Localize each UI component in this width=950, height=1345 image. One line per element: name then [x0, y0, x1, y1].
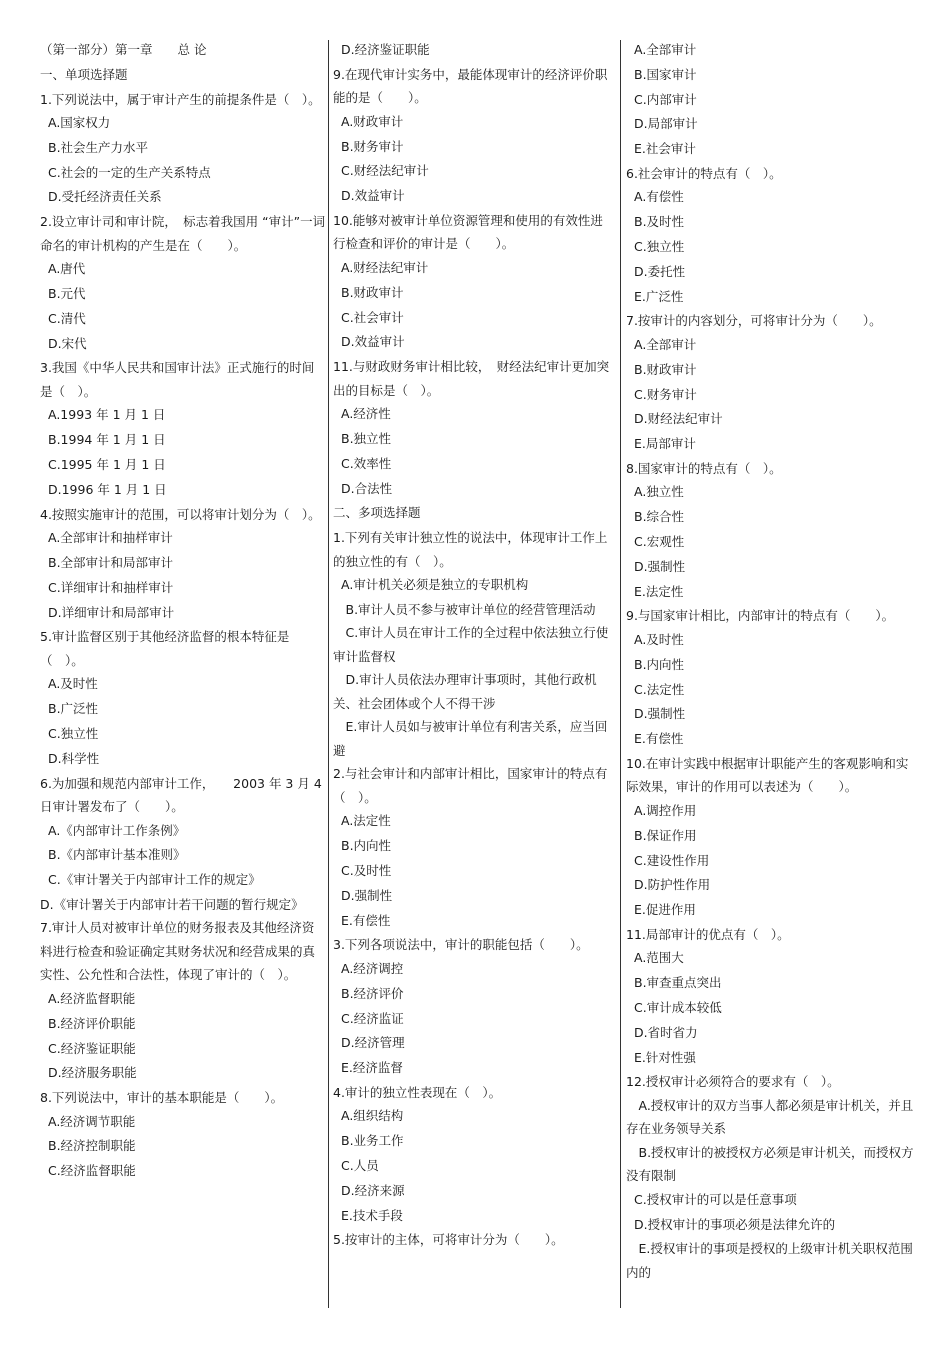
answer-option: C.《审计署关于内部审计工作的规定》: [48, 872, 261, 888]
question-text: 11.与财政财务审计相比较， 财经法纪审计更加突出的目标是（ ）。: [333, 359, 610, 398]
question-text: 10.在审计实践中根据审计职能产生的客观影响和实际效果，审计的作用可以表述为（ ）。: [626, 755, 909, 795]
answer-option: E.有偿性: [341, 912, 391, 928]
question-text: 4.按照实施审计的范围，可以将审计划分为（ ）。: [40, 506, 321, 522]
answer-option: C.授权审计的可以是任意事项: [634, 1191, 797, 1207]
answer-option: D.防护性作用: [634, 877, 711, 893]
answer-option: A.范围大: [634, 950, 684, 966]
answer-option: C.清代: [48, 310, 86, 326]
answer-option: E.社会审计: [634, 141, 696, 157]
question-text: E.授权审计的事项是授权的上级审计机关职权范围内的: [626, 1241, 913, 1280]
section-heading: 二、多项选择题: [333, 505, 421, 521]
question-text: 2.与社会审计和内部审计相比，国家审计的特点有（ ）。: [333, 766, 608, 805]
answer-option: A.财经法纪审计: [341, 259, 429, 275]
answer-option: B.财政审计: [341, 284, 404, 300]
answer-option: A.有偿性: [634, 189, 684, 205]
answer-option: A.唐代: [48, 261, 86, 277]
question-text: 6.为加强和规范内部审计工作， 2003 年 3 月 4 日审计署发布了（ ）。: [40, 775, 322, 815]
question-text: 8.国家审计的特点有（ ）。: [626, 460, 782, 476]
question-text: B.授权审计的被授权方必须是审计机关，而授权方没有限制: [626, 1144, 914, 1184]
answer-option: A.1993 年 1 月 1 日: [48, 407, 166, 423]
answer-option: D.财经法纪审计: [634, 411, 723, 427]
answer-option: A.及时性: [634, 631, 684, 647]
question-text: D.审计人员依法办理审计事项时，其他行政机关、社会团体或个人不得干涉: [333, 672, 597, 711]
question-text: 4.审计的独立性表现在（ ）。: [333, 1084, 502, 1100]
answer-option: B.财政审计: [634, 361, 697, 377]
answer-option: C.详细审计和抽样审计: [48, 579, 174, 595]
answer-option: A.及时性: [48, 676, 98, 692]
answer-option: E.针对性强: [634, 1049, 696, 1065]
question-text: C.审计人员在审计工作的全过程中依法独立行使审计监督权: [333, 625, 609, 664]
answer-option: D.授权审计的事项必须是法律允许的: [634, 1216, 836, 1232]
answer-option: A.全部审计和抽样审计: [48, 530, 173, 546]
answer-option: D.经济服务职能: [48, 1065, 137, 1081]
answer-option: B.财务审计: [341, 138, 404, 154]
answer-option: C.宏观性: [634, 534, 685, 550]
answer-option: E.广泛性: [634, 288, 684, 304]
answer-option: D.科学性: [48, 750, 100, 766]
answer-option: A.经济调节职能: [48, 1113, 136, 1129]
answer-option: C.及时性: [341, 863, 392, 879]
question-text: 7.按审计的内容划分，可将审计分为（ ）。: [626, 313, 882, 329]
answer-option: D.详细审计和局部审计: [48, 604, 175, 620]
question-text: 7.审计人员对被审计单位的财务报表及其他经济资料进行检查和验证确定其财务状况和经营成果的真实性、公允性和合法性，体现了审计的（ ）。: [40, 920, 316, 983]
right-column: [626, 38, 916, 1284]
question-text: 1.下列说法中，属于审计产生的前提条件是（ ）。: [40, 91, 321, 107]
answer-option: B.业务工作: [341, 1133, 404, 1149]
answer-option: A.国家权力: [48, 115, 111, 131]
answer-option: B.独立性: [341, 430, 392, 446]
answer-option: A.经济调控: [341, 960, 404, 976]
answer-option: A.全部审计: [634, 336, 697, 352]
question-text: 2.设立审计司和审计院， 标志着我国用 “审计”一词命名的审计机构的产生是在（ ）。: [40, 214, 326, 253]
answer-option: D.效益审计: [341, 188, 405, 204]
answer-option: B.元代: [48, 286, 86, 302]
answer-option: A.经济监督职能: [48, 990, 136, 1006]
question-text: A.授权审计的双方当事人都必须是审计机关，并且存在业务领导关系: [626, 1097, 914, 1137]
answer-option: B.内向性: [341, 838, 392, 854]
answer-option: D.经济来源: [341, 1182, 405, 1198]
answer-option: C.独立性: [48, 725, 99, 741]
answer-option: C.社会审计: [341, 309, 404, 325]
answer-option: A.全部审计: [634, 42, 697, 57]
question-text: B.审计人员不参与被审计单位的经营管理活动: [333, 601, 596, 617]
answer-option: B.及时性: [634, 214, 685, 230]
answer-option: C.经济监督职能: [48, 1163, 136, 1179]
answer-option: D.强制性: [634, 706, 686, 722]
question-text: 9.与国家审计相比，内部审计的特点有（ ）。: [626, 608, 895, 624]
answer-option: C.独立性: [634, 239, 685, 255]
answer-option: D.效益审计: [341, 334, 405, 350]
question-text: 5.审计监督区别于其他经济监督的根本特征是（ ）。: [40, 629, 290, 668]
answer-option: E.经济监督: [341, 1060, 403, 1076]
answer-option: E.促进作用: [634, 902, 696, 918]
question-text: 3.我国《中华人民共和国审计法》正式施行的时间是（ ）。: [40, 360, 315, 399]
answer-option: D.宋代: [48, 335, 87, 351]
answer-option: D.受托经济责任关系: [48, 189, 162, 205]
answer-option: C.社会的一定的生产关系特点: [48, 164, 211, 180]
answer-option: D.强制性: [341, 887, 393, 903]
question-text: 12.授权审计必须符合的要求有（ ）。: [626, 1074, 840, 1090]
answer-option: B.社会生产力水平: [48, 139, 149, 155]
middle-column: [333, 38, 611, 1252]
answer-option: E.法定性: [634, 583, 684, 599]
answer-option: D.经济鉴证职能: [341, 42, 430, 57]
answer-option: B.全部审计和局部审计: [48, 554, 174, 570]
answer-option: A.独立性: [634, 484, 684, 500]
answer-option: A.调控作用: [634, 802, 697, 818]
answer-option: C.经济监证: [341, 1010, 404, 1026]
answer-option: B.1994 年 1 月 1 日: [48, 432, 166, 448]
answer-option: D.经济管理: [341, 1035, 405, 1051]
answer-option: D.1996 年 1 月 1 日: [48, 481, 167, 497]
left-column: [40, 38, 326, 1184]
question-text: 10.能够对被审计单位资源管理和使用的有效性进行检查和评价的审计是（ ）。: [333, 212, 603, 252]
question-text: 6.社会审计的特点有（ ）。: [626, 165, 782, 181]
answer-option: A.审计机关必须是独立的专职机构: [341, 577, 529, 593]
answer-option: C.财务审计: [634, 386, 697, 402]
answer-option: C.效率性: [341, 455, 392, 471]
answer-option: D.强制性: [634, 558, 686, 574]
column-divider-right: [620, 40, 621, 1308]
chapter-heading: （第一部分）第一章 总 论: [40, 42, 207, 57]
answer-option: A.财政审计: [341, 113, 404, 129]
column-divider-left: [328, 40, 329, 1308]
answer-option: A.《内部审计工作条例》: [48, 822, 186, 838]
answer-option: D.委托性: [634, 263, 686, 279]
answer-option: B.国家审计: [634, 66, 697, 82]
answer-option: A.组织结构: [341, 1108, 404, 1124]
answer-option: D.局部审计: [634, 116, 698, 132]
question-text: 3.下列各项说法中，审计的职能包括（ ）。: [333, 937, 589, 953]
answer-option: B.保证作用: [634, 827, 697, 843]
answer-option: C.审计成本较低: [634, 1000, 722, 1015]
answer-option: B.《内部审计基本准则》: [48, 847, 186, 863]
answer-option: B.经济评价职能: [48, 1015, 136, 1031]
answer-option: D.合法性: [341, 480, 393, 496]
answer-option: E.局部审计: [634, 436, 696, 452]
answer-option: B.审查重点突出: [634, 975, 722, 991]
answer-option: C.建设性作用: [634, 852, 710, 868]
answer-option: B.经济评价: [341, 985, 404, 1001]
answer-option: C.法定性: [634, 681, 685, 697]
answer-option: B.内向性: [634, 656, 685, 672]
question-text: 5.按审计的主体，可将审计分为（ ）。: [333, 1232, 564, 1248]
answer-option: C.经济鉴证职能: [48, 1040, 136, 1056]
answer-option: C.内部审计: [634, 91, 697, 107]
answer-option: B.经济控制职能: [48, 1138, 136, 1154]
question-text: E.审计人员如与被审计单位有利害关系，应当回避: [333, 719, 608, 758]
answer-option: B.广泛性: [48, 701, 99, 717]
question-text: 11.局部审计的优点有（ ）。: [626, 926, 790, 942]
answer-option: B.综合性: [634, 509, 685, 525]
answer-option: D.省时省力: [634, 1024, 698, 1040]
answer-option: C.1995 年 1 月 1 日: [48, 457, 166, 473]
answer-option: E.有偿性: [634, 731, 684, 747]
answer-option: C.财经法纪审计: [341, 163, 429, 179]
section-heading: 一、单项选择题: [40, 66, 128, 82]
answer-option: A.经济性: [341, 406, 391, 422]
question-text: 1.下列有关审计独立性的说法中，体现审计工作上的独立性的有（ ）。: [333, 530, 608, 569]
question-text: 8.下列说法中，审计的基本职能是（ ）。: [40, 1090, 284, 1106]
answer-option: E.技术手段: [341, 1207, 403, 1223]
answer-option: C.人员: [341, 1158, 379, 1174]
question-text: 9.在现代审计实务中，最能体现审计的经济评价职能的是（ ）。: [333, 66, 608, 106]
question-text: D.《审计署关于内部审计若干问题的暂行规定》: [40, 896, 304, 912]
answer-option: A.法定性: [341, 813, 391, 829]
